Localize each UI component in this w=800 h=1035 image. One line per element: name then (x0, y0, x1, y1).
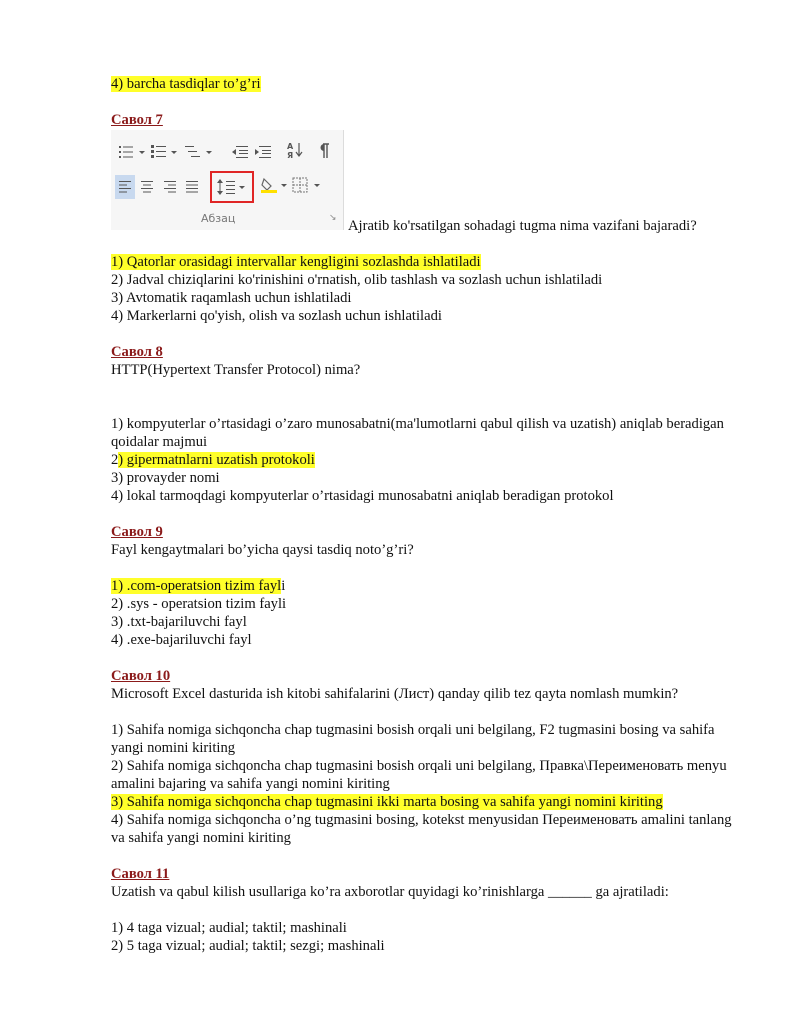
question-11-heading: Савол 11 (111, 866, 170, 882)
question-9-option-4: 4) .exe-bajariluvchi fayl (111, 632, 252, 648)
align-center-icon (141, 178, 153, 196)
increase-indent-icon (254, 143, 272, 161)
align-left-icon (115, 175, 135, 199)
numbering-icon (151, 143, 181, 161)
question-8-text: HTTP(Hypertext Transfer Protocol) nima? (111, 362, 361, 378)
justify-icon (186, 178, 198, 196)
pilcrow-icon (318, 142, 330, 160)
align-right-icon (164, 178, 176, 196)
question-7-heading: Савол 7 (111, 112, 163, 128)
question-8-option-2: 2) gipermatnlarni uzatish protokoli (111, 452, 315, 468)
question-9-option-1: 1) .com-operatsion tizim fayli (111, 578, 286, 594)
sort-icon (287, 141, 303, 159)
question-10-heading: Савол 10 (111, 668, 171, 684)
question-7-text: Ajratib ko'rsatilgan sohadagi tugma nima vazifani bajaradi? (348, 218, 697, 234)
question-7-option-1: 1) Qatorlar orasidagi intervallar kengligini sozlashda ishlatiladi (111, 254, 481, 270)
dialog-launcher-icon: ↘ (329, 213, 337, 223)
multilevel-list-icon (185, 143, 215, 161)
question-7-option-4: 4) Markerlarni qo'yish, olish va sozlash uchun ishlatiladi (111, 308, 442, 324)
question-10-option-1: 1) Sahifa nomiga sichqoncha chap tugmasini bosish orqali uni belgilang, F2 tugmasini bosing va sahifa yangi nomini kiriting (111, 722, 715, 756)
question-9-text: Fayl kengaytmalari bo’yicha qaysi tasdiq noto’g’ri? (111, 542, 414, 558)
question-11-option-1: 1) 4 taga vizual; audial; taktil; mashinali (111, 920, 347, 936)
question-10-option-2: 2) Sahifa nomiga sichqoncha chap tugmasini bosish orqali uni belgilang, Правка\Переименовать menyu amalini bajaring va sahifa yangi nomini kiriting (111, 758, 727, 792)
question-8-heading: Савол 8 (111, 344, 163, 360)
question-10-option-3: 3) Sahifa nomiga sichqoncha chap tugmasini ikki marta bosing va sahifa yangi nomini kiriting (111, 794, 663, 810)
question-10-text: Microsoft Excel dasturida ish kitobi sahifalarini (Лист) qanday qilib tez qayta nomlash mumkin? (111, 686, 679, 702)
paragraph-ribbon-image (111, 130, 344, 230)
question-8-option-3: 3) provayder nomi (111, 470, 220, 486)
line-spacing-icon (210, 171, 254, 203)
question-11-option-2: 2) 5 taga vizual; audial; taktil; sezgi; mashinali (111, 938, 385, 954)
svg-text:A: A (287, 142, 294, 151)
question-9-option-2: 2) .sys - operatsion tizim fayli (111, 596, 287, 612)
borders-icon (292, 176, 324, 194)
top-answer: 4) barcha tasdiqlar to’g’ri (111, 76, 261, 92)
shading-icon (261, 176, 291, 194)
question-11-text: Uzatish va qabul kilish usullariga ko’ra axborotlar quyidagi ko’rinishlarga ______ ga ajratiladi: (111, 884, 669, 900)
question-10-option-4: 4) Sahifa nomiga sichqoncha o’ng tugmasini bosing, kotekst menyusidan Переименовать amalini tanlang va sahifa yangi nomini kiriting (111, 812, 732, 846)
question-8-option-4: 4) lokal tarmoqdagi kompyuterlar o’rtasidagi munosabatni aniqlab beradigan protokol (111, 488, 614, 504)
question-8-option-1: 1) kompyuterlar o’rtasidagi o’zaro munosabatni(ma'lumotlarni qabul qilish va uzatish) aniqlab beradigan qoidalar majmui (111, 416, 724, 450)
question-9-option-3: 3) .txt-bajariluvchi fayl (111, 614, 247, 630)
ribbon-group-caption: Абзац (201, 212, 236, 225)
bullets-icon (119, 143, 149, 161)
svg-text:Я: Я (287, 151, 294, 159)
question-9-heading: Савол 9 (111, 524, 163, 540)
question-7-option-3: 3) Avtomatik raqamlash uchun ishlatiladi (111, 290, 352, 306)
decrease-indent-icon (231, 143, 249, 161)
question-7-option-2: 2) Jadval chiziqlarini ko'rinishini o'rnatish, olib tashlash va sozlash uchun ishlatiladi (111, 272, 603, 288)
